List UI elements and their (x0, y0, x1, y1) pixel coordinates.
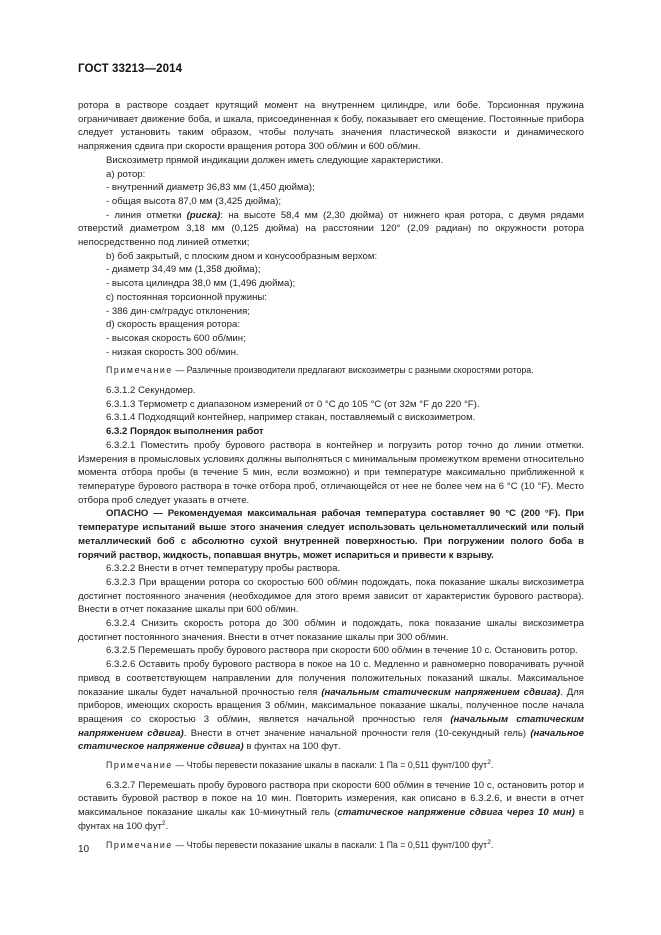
note-rotor-speeds (78, 364, 584, 378)
superscript: 2 (487, 759, 491, 767)
item-a-rotor: а) ротор: (106, 168, 146, 180)
text-fragment: . (165, 820, 169, 832)
note-pascal-conversion-2 (78, 839, 584, 853)
text-fragment: . Для приборов, имеющих скорость вращения 3 об/мин, максимальное показание шкалы, полученное после начала вращения со скоростью 3 об/мин, является начальной прочностью геля (78, 686, 584, 725)
section-6-3-2-3: 6.3.2.3 При вращении ротора со скоростью 600 об/мин подождать, пока показание шкалы вискозиметра достигнет постоянного значения (необходимое для этого время зависит от характеристик бурового раствора). Внести в отчет показание шкалы при 600 об/мин. (78, 576, 584, 616)
note-pascal-conversion-1 (78, 759, 584, 773)
section-6-3-2-1: 6.3.2.1 Поместить пробу бурового раствора в контейнер и погрузить ротор точно до линии отметки. Измерения в промысловых условиях должны выполняться с минимальным промежутком времени относительно момента отбора пробы (в течение 5 мин, если возможно) и при температуре максимально приближенной к температуре бурового раствора в точке отбора проб, отличающейся от нее не более чем на 6 °С (10 °F). Место отбора проб следует указать в отчете. (78, 439, 584, 506)
document-body (78, 99, 584, 858)
paragraph-intro: ротора в растворе создает крутящий момент на внутреннем цилиндре, или бобе. Торсионная пружина ограничивает движение боба, и шкала, присоединенная к бобу, показывает его смещение. Постоянные прибора следует установить таким образом, чтобы получать значения пластической вязкости и динамического напряжения сдвига при скорости вращения ротора 300 об/мин и 600 об/мин. (78, 100, 584, 153)
term-initial-gel: (начальным статическим напряжением сдвига) (78, 713, 584, 739)
item-b-diameter: - диаметр 34,49 мм (1,358 дюйма); (106, 264, 261, 276)
section-6-3-1-2: 6.3.1.2 Секундомер. (106, 385, 196, 397)
section-6-3-2-5: 6.3.2.5 Перемешать пробу бурового раствора при скорости 600 об/мин в течение 10 с. Остановить ротор. (106, 645, 578, 657)
item-c-constant: - 386 дин·см/градус отклонения; (106, 305, 250, 317)
superscript: 2 (161, 819, 166, 827)
section-6-3-2-4: 6.3.2.4 Снизить скорость ротора до 300 об/мин и подождать, пока показание шкалы вискозиметра достигнет постоянного значения. Внести в отчет показание шкалы при 300 об/мин. (78, 618, 584, 643)
page-number: 10 (78, 844, 90, 855)
term-initial-gel: (начальным статическим напряжением сдвига) (321, 686, 561, 698)
term-10min-gel: статическое напряжение сдвига через 10 мин) (337, 807, 575, 819)
text-fragment: . (338, 741, 341, 753)
item-b-bob: b) боб закрытый, с плоским дном и конусообразным верхом: (106, 250, 378, 262)
item-c-spring: с) постоянная торсионной пружины: (106, 291, 267, 303)
item-a-inner-diameter: - внутренний диаметр 36,83 мм (1,450 дюйма); (106, 182, 315, 194)
note-text: — Чтобы перевести показание шкалы в паскали: 1 Па = 0,511 фунт/100 фут (172, 760, 488, 771)
item-a-mark-line (78, 209, 584, 250)
item-b-height: - высота цилиндра 38,0 мм (1,496 дюйма); (106, 278, 296, 290)
section-6-3-1-3: 6.3.1.3 Термометр с диапазоном измерений от 0 °С до 105 °С (от 32м °F до 220 °F). (106, 398, 480, 410)
item-d-speed: d) скорость вращения ротора: (106, 319, 240, 331)
section-6-3-2-heading: 6.3.2 Порядок выполнения работ (106, 426, 264, 438)
danger-warning: ОПАСНО — Рекомендуемая максимальная рабочая температура составляет 90 °С (200 °F). При температуре испытаний выше этого значения следует использовать цельнометаллический или полый металлический боб с абсолютно сухой внутренней поверхностью. При погружении полого боба в горячий раствор, жидкость, попавшая внутрь, может испариться и привести к взрыву. (78, 508, 584, 561)
superscript: 2 (487, 838, 491, 846)
text-fragment: . (490, 760, 494, 771)
section-6-3-2-2: 6.3.2.2 Внести в отчет температуру пробы раствора. (106, 563, 341, 575)
section-6-3-2-6 (78, 658, 584, 754)
paragraph-characteristics: Вискозиметр прямой индикации должен иметь следующие характеристики. (106, 154, 444, 166)
note-label: Примечание (106, 365, 173, 376)
text-fragment: . (490, 839, 494, 850)
text-fragment: в фунтах на 100 фут (243, 741, 339, 753)
term-initial-gel: (начальное статическое напряжение сдвига) (78, 727, 584, 753)
text-fragment: 6.3.2.7 Перемешать пробу бурового раствора при скорости 600 об/мин в течение 10 с, остановить ротор и оставить буровой раствор в покое на 10 мин. Повторить измерения, как описано в 6.3.2.6, и внести в отчет максимальное показание шкалы как 10-минутный гель ( (78, 779, 584, 819)
note-label: Примечание (106, 839, 173, 850)
note-text: — Различные производители предлагают вискозиметры с разными скоростями ротора. (172, 365, 534, 376)
text-fragment: . Внести в отчет значение начальной прочности геля (10-секундный гель) (183, 727, 531, 739)
item-a-total-height: - общая высота 87,0 мм (3,425 дюйма); (106, 195, 282, 207)
text-fragment: : на высоте 58,4 мм (2,30 дюйма) от нижнего края ротора, с двумя рядами отверстий диаметром 3,18 мм (0,125 дюйма) на расстоянии 120° (2,09 радиан) по окружности ротора непосредственно под линией отметки; (78, 209, 584, 249)
text-fragment: 6.3.2.6 Оставить пробу бурового раствора в покое на 10 с. Медленно и равномерно поворачивать ручной привод в соответствующем направлении для получения положительных показаний шкалы. Максимальное показание шкалы будет начальной прочностью геля (78, 659, 584, 698)
note-label: Примечание (106, 760, 173, 771)
section-6-3-1-4: 6.3.1.4 Подходящий контейнер, например стакан, поставляемый с вискозиметром. (106, 412, 476, 424)
term-mark: (риска) (186, 209, 221, 221)
item-d-high: - высокая скорость 600 об/мин; (106, 332, 246, 344)
section-6-3-2-7 (78, 779, 584, 834)
text-fragment: в фунтах на 100 фут (78, 807, 585, 832)
note-text: — Чтобы перевести показание шкалы в паскали: 1 Па = 0,511 фунт/100 фут (172, 839, 488, 850)
standard-header: ГОСТ 33213—2014 (78, 63, 183, 75)
item-d-low: - низкая скорость 300 об/мин. (106, 346, 239, 358)
text-fragment: - линия отметки (106, 209, 187, 221)
